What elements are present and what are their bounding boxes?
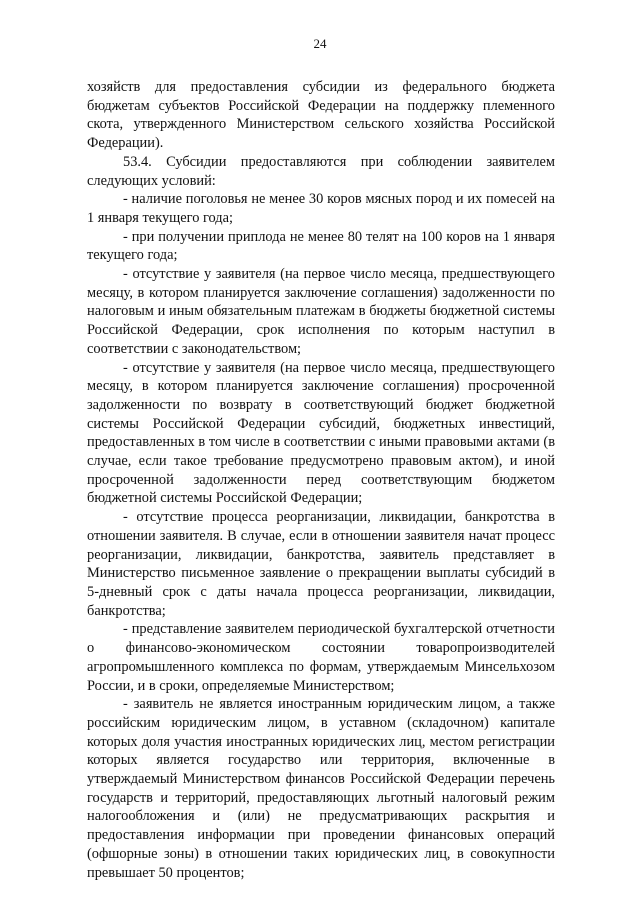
paragraph-condition-no-overdue-debt: - отсутствие у заявителя (на первое число месяца, предшествующего месяцу, в котором планируется заключение соглашения) просроченной задолженности по возврату в соответствующий бюджет бюджетной системы Российской Федерации субсидий, бюджетных инвестиций, предоставленных в том числе в соответствии с иными правовыми актами (в случае, если такое требование предусмотрено правовым актом), и иной просроченной задолженности перед соответствующим бюджетом бюджетной системы Российской Федерации; (87, 359, 555, 507)
paragraph-condition-reporting: - представление заявителем периодической бухгалтерской отчетности о финансово-экономическом состоянии товаропроизводителей агропромышленного комплекса по формам, утверждаемым Минсельхозом России, и в сроки, определяемые Министерством; (87, 621, 555, 694)
paragraph-condition-no-tax-debt: - отсутствие у заявителя (на первое число месяца, предшествующего месяцу, в котором планируется заключение соглашения) задолженности по налоговым и иным обязательным платежам в бюджеты бюджетной системы Российской Федерации, срок исполнения по которым наступил в соответствии с законодательством; (87, 266, 555, 357)
page-number: 24 (313, 36, 327, 51)
paragraph-condition-not-foreign: - заявитель не является иностранным юридическим лицом, а также российским юридическим лицом, в уставном (складочном) капитале которых доля участия иностранных юридических лиц, местом регистрации которых является государство или территория, включенные в утверждаемый Министерством финансов Российской Федерации перечень государств и территорий, предоставляющих льготный налоговый режим налогообложения и (или) не предусматривающих раскрытия и предоставления информации при проведении финансовых операций (офшорные зоны) в отношении таких юридических лиц, в совокупности превышает 50 процентов; (87, 696, 555, 881)
paragraph-condition-no-reorganization: - отсутствие процесса реорганизации, ликвидации, банкротства в отношении заявителя. В случае, если в отношении заявителя начат процесс реорганизации, ликвидации, банкротства, заявитель представляет в Министерство письменное заявление о прекращении выплаты субсидий в 5-дневный срок с даты начала процесса реорганизации, ликвидации, банкротства; (87, 509, 555, 619)
paragraph-condition-calves: - при получении приплода не менее 80 телят на 100 коров на 1 января текущего года; (87, 228, 555, 264)
paragraph-clause-53-4: 53.4. Субсидии предоставляются при соблюдении заявителем следующих условий: (87, 153, 555, 189)
paragraph-continuation: хозяйств для предоставления субсидии из федерального бюджета бюджетам субъектов Российской Федерации на поддержку племенного скота, утвержденного Министерством сельского хозяйства Российской Федерации). (87, 79, 555, 152)
paragraph-condition-livestock: - наличие поголовья не менее 30 коров мясных пород и их помесей на 1 января текущего года; (87, 191, 555, 226)
document-body (87, 78, 555, 882)
